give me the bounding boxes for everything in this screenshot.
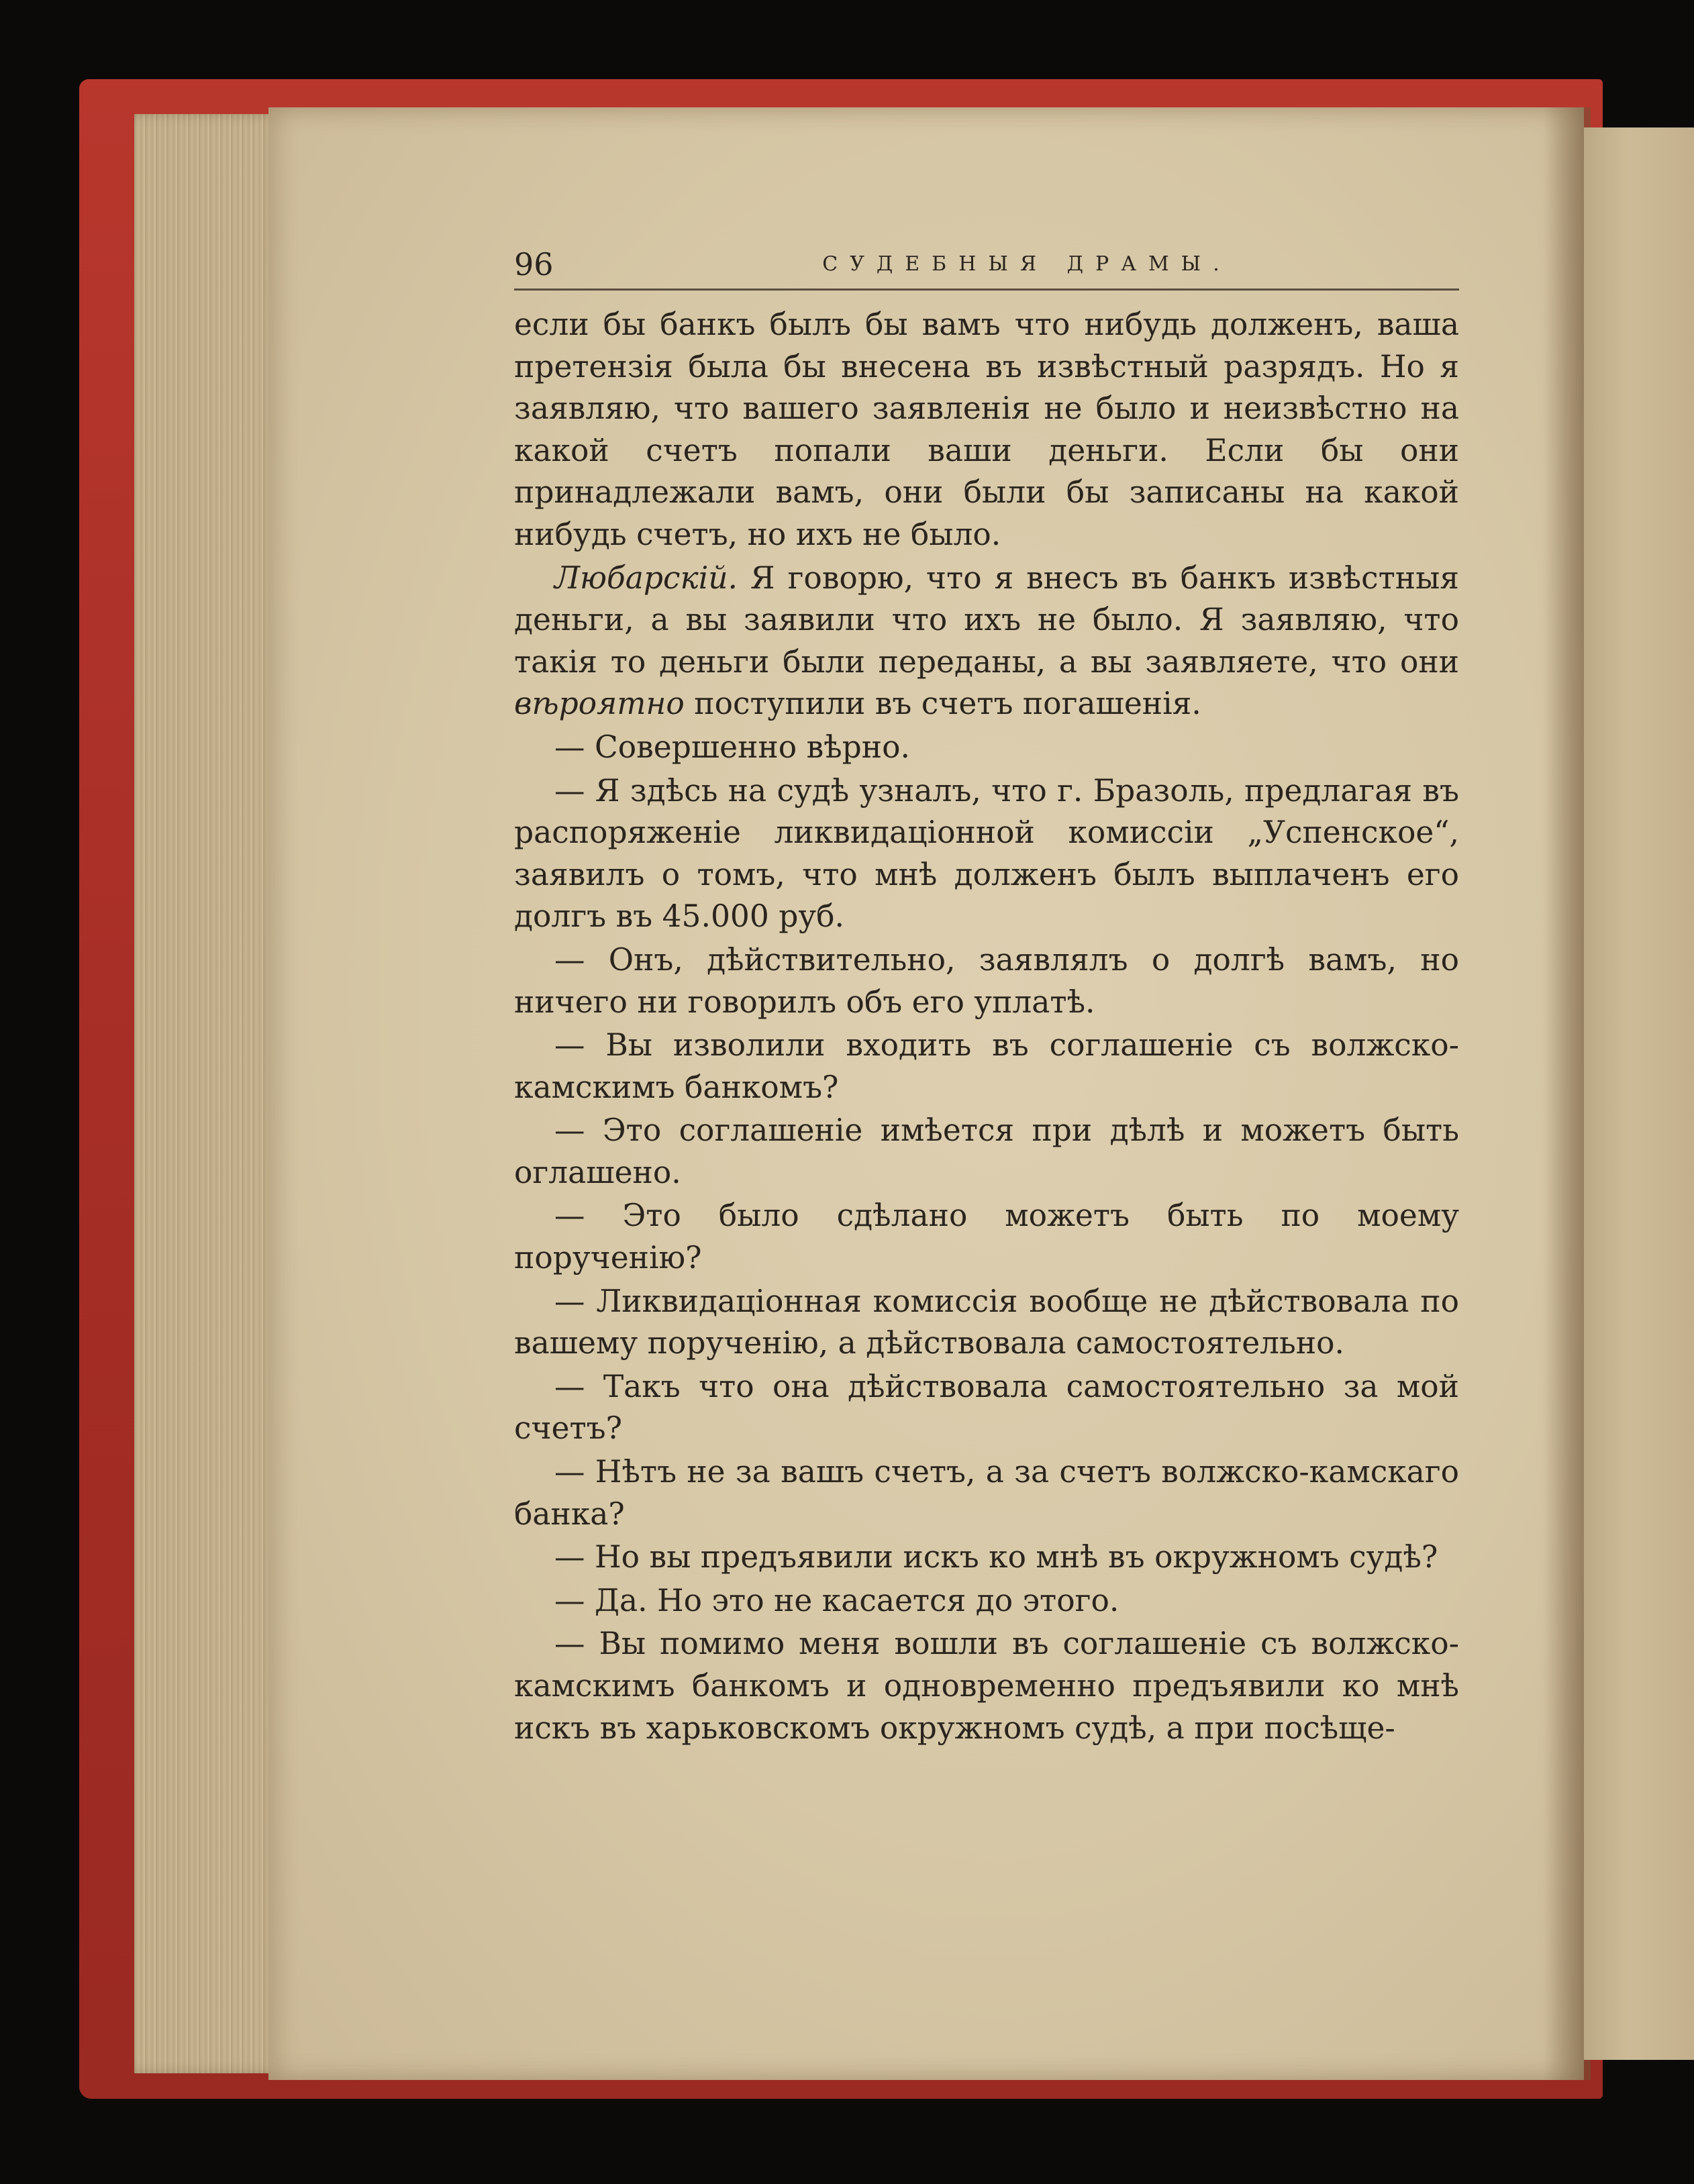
paragraph-text: — Ликвидаціонная комиссія вообще не дѣйствовала по вашему порученію, а дѣйствовала самостоятельно.: [514, 1283, 1459, 1361]
paragraph: [514, 304, 1459, 556]
speaker-name: Любарскій.: [554, 560, 738, 596]
paragraph: [514, 1025, 1459, 1108]
paragraph-text: — Вы помимо меня вошли въ соглашеніе съ волжско-камскимъ банкомъ и одновременно предъявили ко мнѣ искъ въ харьковскомъ окружномъ судѣ, а при посѣще-: [514, 1626, 1459, 1746]
paragraph-text: — Это соглашеніе имѣется при дѣлѣ и можетъ быть оглашено.: [514, 1112, 1459, 1190]
body-text: [514, 304, 1459, 1749]
paragraph: [514, 1537, 1459, 1579]
paragraph-text: если бы банкъ былъ бы вамъ что нибудь долженъ, ваша претензія была бы внесена въ извѣстный разрядъ. Но я заявляю, что вашего заявленія не было и неизвѣстно на какой счетъ попали ваши деньги. Если бы они принадлежали вамъ, они были бы записаны на какой нибудь счетъ, но ихъ не было.: [514, 307, 1459, 552]
facing-page-edge: [1584, 127, 1694, 2060]
paragraph: [514, 770, 1459, 938]
emphasis-text: вѣроятно: [514, 686, 685, 722]
paragraph-text: — Я здѣсь на судѣ узналъ, что г. Бразоль, предлагая въ распоряженіе ликвидаціонной комиссіи „Успенское“, заявилъ о томъ, что мнѣ долженъ былъ выплаченъ его долгъ въ 45.000 руб.: [514, 772, 1459, 935]
paragraph-text: — Онъ, дѣйствительно, заявлялъ о долгѣ вамъ, но ничего ни говорилъ объ его уплатѣ.: [514, 941, 1459, 1020]
paragraph-text: — Но вы предъявили искъ ко мнѣ въ окружномъ судѣ?: [554, 1539, 1438, 1575]
paragraph-text: — Совершенно вѣрно.: [554, 729, 910, 765]
paragraph-text: — Да. Но это не касается до этого.: [554, 1582, 1119, 1618]
paragraph: [514, 1580, 1459, 1622]
paragraph: [514, 1195, 1459, 1279]
paragraph-text: — Нѣтъ не за вашъ счетъ, а за счетъ волжско-камскаго банка?: [514, 1454, 1459, 1532]
paragraph-text: поступили въ счетъ погашенія.: [684, 686, 1201, 722]
running-head: [514, 242, 1459, 291]
paragraph: [514, 727, 1459, 769]
paragraph-text: — Это было сдѣлано можетъ быть по моему порученію?: [514, 1198, 1459, 1276]
paragraph-text: Я говорю, что я внесъ въ банкъ извѣстныя деньги, а вы заявили что ихъ не было. Я заявляю, что такія то деньги были переданы, а вы заявляете, что они: [514, 560, 1459, 680]
page-text-block: [514, 242, 1459, 1751]
paragraph: [514, 1366, 1459, 1450]
paragraph: [514, 1623, 1459, 1749]
page-number: 96: [514, 246, 554, 282]
paragraph: [514, 558, 1459, 725]
paragraph: [514, 1110, 1459, 1194]
paragraph: [514, 1451, 1459, 1535]
paragraph-text: — Такъ что она дѣйствовала самостоятельно за мой счетъ?: [514, 1368, 1459, 1447]
paragraph: [514, 1281, 1459, 1365]
page-block-edge: [134, 114, 282, 2073]
paragraph-text: — Вы изволили входить въ соглашеніе съ волжско-камскимъ банкомъ?: [514, 1027, 1459, 1105]
paragraph: [514, 939, 1459, 1023]
running-head-title: СУДЕБНЫЯ ДРАМЫ.: [822, 252, 1232, 276]
